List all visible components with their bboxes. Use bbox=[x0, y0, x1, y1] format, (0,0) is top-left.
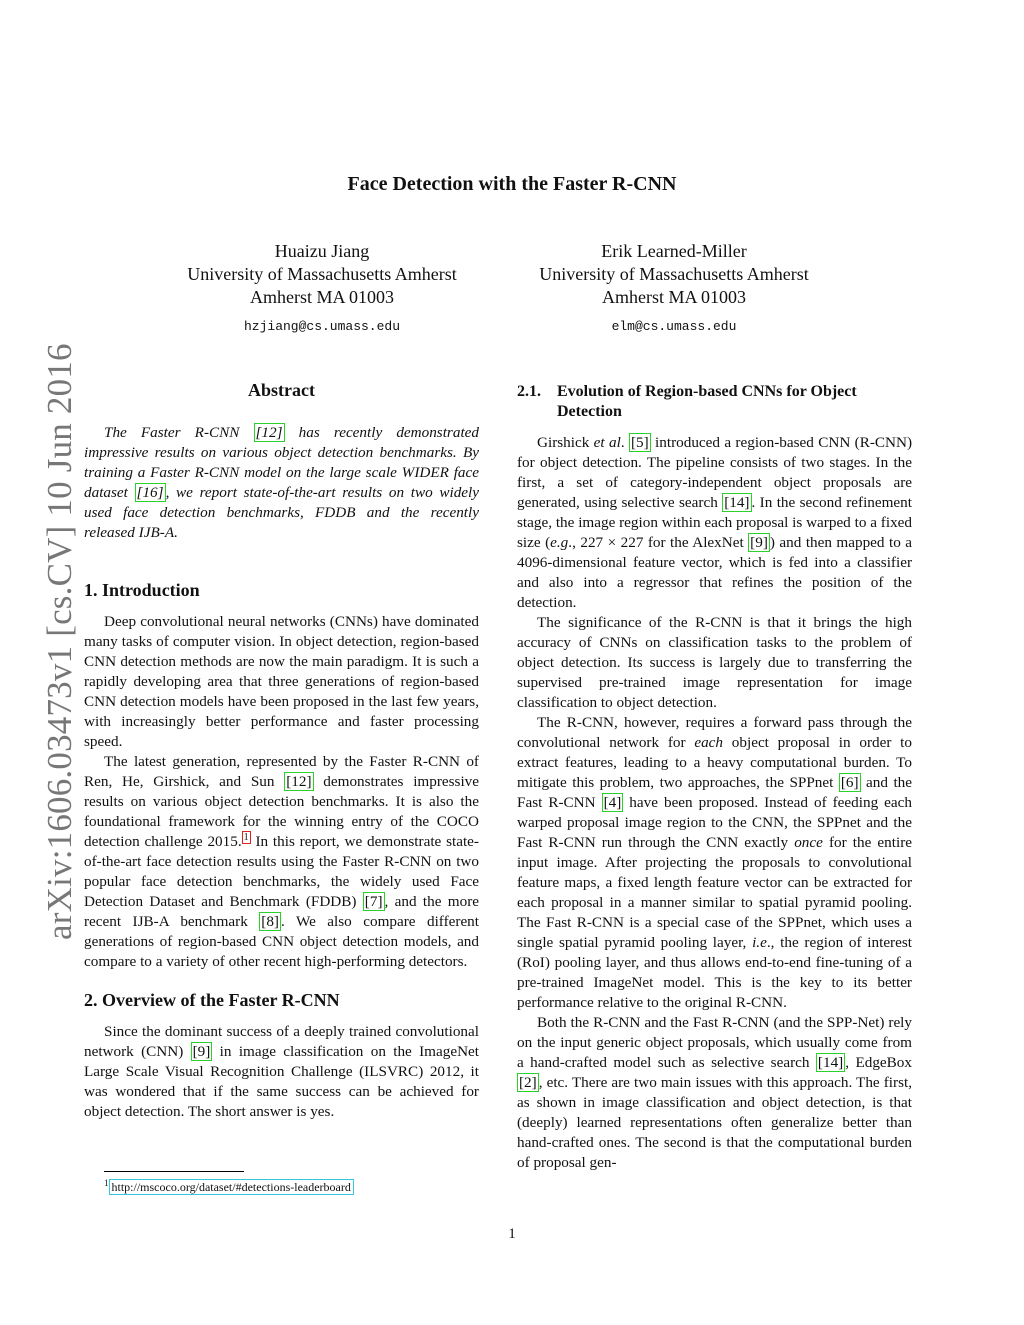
footnote-mark: 1 bbox=[104, 1178, 109, 1188]
left-column bbox=[84, 578, 479, 1122]
subsection-title-line2: Detection bbox=[557, 403, 622, 420]
subsection-paragraph-3: The R-CNN, however, requires a forward pass through the convolutional network for each object proposal in order to extract features, leading to a heavy computational burden. To mitigate this problem, two approaches, the SPPnet [6] and the Fast R-CNN [4] have been proposed. Instead of feeding each warped proposal image region to the CNN, the SPPnet and the Fast R-CNN run through the CNN exactly once for the entire input image. After projecting the proposals to convolutional feature maps, a fixed length feature vector can be extracted for each proposal in a manner similar to spatial pyramid pooling. The Fast R-CNN is a special case of the SPPnet, which uses a single spatial pyramid pooling layer, i.e., the region of interest (RoI) pooling layer, and thus allows end-to-end fine-tuning of a pre-trained ImageNet model. This is the key to its better performance relative to the original R-CNN. bbox=[517, 714, 913, 1011]
paper-title: Face Detection with the Faster R-CNN bbox=[347, 173, 677, 195]
citation-link[interactable]: [6] bbox=[840, 774, 859, 791]
footnote-rule bbox=[104, 1171, 244, 1172]
citation-link[interactable]: [9] bbox=[192, 1043, 211, 1060]
abstract-paragraph: The Faster R-CNN [12] has recently demonstrated impressive results on various object detection benchmarks. By training a Faster R-CNN model on the large scale WIDER face dataset [16] , we report state-of-the-art results on two widely used face detection benchmarks, FDDB and the recently released IJB-A. bbox=[84, 424, 479, 541]
citation-link[interactable]: [12] bbox=[286, 773, 312, 790]
overview-paragraph-1: Since the dominant success of a deeply trained convolutional network (CNN) [9] in image classification on the ImageNet Large Scale Visual Recognition Challenge (ILSVRC) 2012, it was wondered that if the same success can be achieved for object detection. The short answer is yes. bbox=[84, 1023, 480, 1120]
citation-link[interactable]: [9] bbox=[750, 534, 768, 551]
footnote-ref[interactable]: 1 bbox=[243, 831, 249, 843]
arxiv-id: arXiv:1606.03473v1 [cs.CV] 10 Jun 2016 bbox=[40, 343, 79, 940]
citation-link[interactable]: [4] bbox=[603, 794, 622, 811]
author-affiliation: University of Massachusetts Amherst bbox=[539, 264, 809, 284]
intro-paragraph-1: Deep convolutional neural networks (CNNs) have dominated many tasks of computer vision. In object detection, region-based CNN detection methods are now the main paradigm. It is such a rapidly developing area that three generations of region-based CNN detection models have been proposed in the last few years, with increasingly better performance and faster processing speed. bbox=[84, 613, 479, 750]
subsection-number: 2.1. bbox=[517, 383, 541, 400]
citation-link[interactable]: [2] bbox=[519, 1074, 537, 1091]
citation-link[interactable]: [16] bbox=[136, 484, 164, 501]
abstract-heading: Abstract bbox=[248, 380, 315, 400]
section-heading-overview: 2. Overview of the Faster R-CNN bbox=[84, 990, 340, 1010]
subsection-paragraph-1: Girshick et al. [5] introduced a region-based CNN (R-CNN) for object detection. The pipeline consists of two stages. In the first, a set of category-independent object proposals are generated, using selective search [14] . In the second refinement stage, the image region within each proposal is warped to a fixed size (e.g., 227 × 227 for the AlexNet [9] ) and then mapped to a 4096-dimensional feature vector, which is fed into a classifier and also into a regressor that refines the position of the detection. bbox=[517, 434, 913, 611]
author-email[interactable]: hzjiang@cs.umass.edu bbox=[243, 319, 401, 334]
author-block-1 bbox=[142, 240, 502, 338]
author-affiliation: University of Massachusetts Amherst bbox=[187, 264, 457, 284]
author-email[interactable]: elm@cs.umass.edu bbox=[611, 319, 737, 334]
author-name: Huaizu Jiang bbox=[274, 241, 370, 261]
citation-link[interactable]: [14] bbox=[817, 1054, 844, 1071]
subsection-title-line1: Evolution of Region-based CNNs for Object bbox=[557, 383, 857, 400]
citation-link[interactable]: [7] bbox=[364, 893, 383, 910]
subsection-paragraph-4: Both the R-CNN and the Fast R-CNN (and the SPP-Net) rely on the input generic object proposals, which usually come from a hand-crafted model such as selective search [14] , EdgeBox [2] , etc. There are two main issues with this approach. The first, as shown in image classification and object detection, is that (deeply) learned representations often generalize better than hand-crafted ones. The second is that the computational burden of proposal gen- bbox=[517, 1014, 912, 1171]
subsection-heading bbox=[517, 382, 912, 422]
subsection-paragraph-2: The significance of the R-CNN is that it brings the high accuracy of CNNs on classification tasks to the problem of object detection. Its success is largely due to transferring the supervised pre-trained image representation for image classification to object detection. bbox=[517, 614, 912, 711]
author-name: Erik Learned-Miller bbox=[601, 241, 747, 261]
right-column bbox=[517, 382, 912, 1173]
author-block-2 bbox=[494, 240, 854, 338]
page-number: 1 bbox=[508, 1226, 516, 1242]
author-address: Amherst MA 01003 bbox=[250, 287, 394, 307]
footnote bbox=[104, 1178, 354, 1195]
intro-paragraph-2: The latest generation, represented by the Faster R-CNN of Ren, He, Girshick, and Sun [12] demonstrates impressive results on various object detection benchmarks. It is also the foundational framework for the winning entry of the COCO detection challenge 2015. $^1$ In this report, we demonstrate state-of-the-art face detection results using the Faster R-CNN on two popular face detection benchmarks, the widely used Face Detection Dataset and Benchmark (FDDB) [7] , and the more recent IJB-A benchmark [8] . We also compare different generations of region-based CNN object detection models, and compare to a variety of other recent high-performing detectors. bbox=[84, 753, 479, 970]
footnote-url-link[interactable]: http://mscoco.org/dataset/#detections-leaderboard bbox=[109, 1179, 354, 1195]
citation-link[interactable]: [14] bbox=[724, 494, 750, 511]
arxiv-stamp bbox=[40, 343, 80, 940]
citation-link[interactable]: [5] bbox=[630, 434, 649, 451]
abstract-body bbox=[84, 423, 479, 543]
citation-link[interactable]: [12] bbox=[255, 424, 283, 441]
citation-link[interactable]: [8] bbox=[261, 913, 279, 930]
author-address: Amherst MA 01003 bbox=[602, 287, 746, 307]
section-heading-introduction: 1. Introduction bbox=[84, 580, 200, 600]
